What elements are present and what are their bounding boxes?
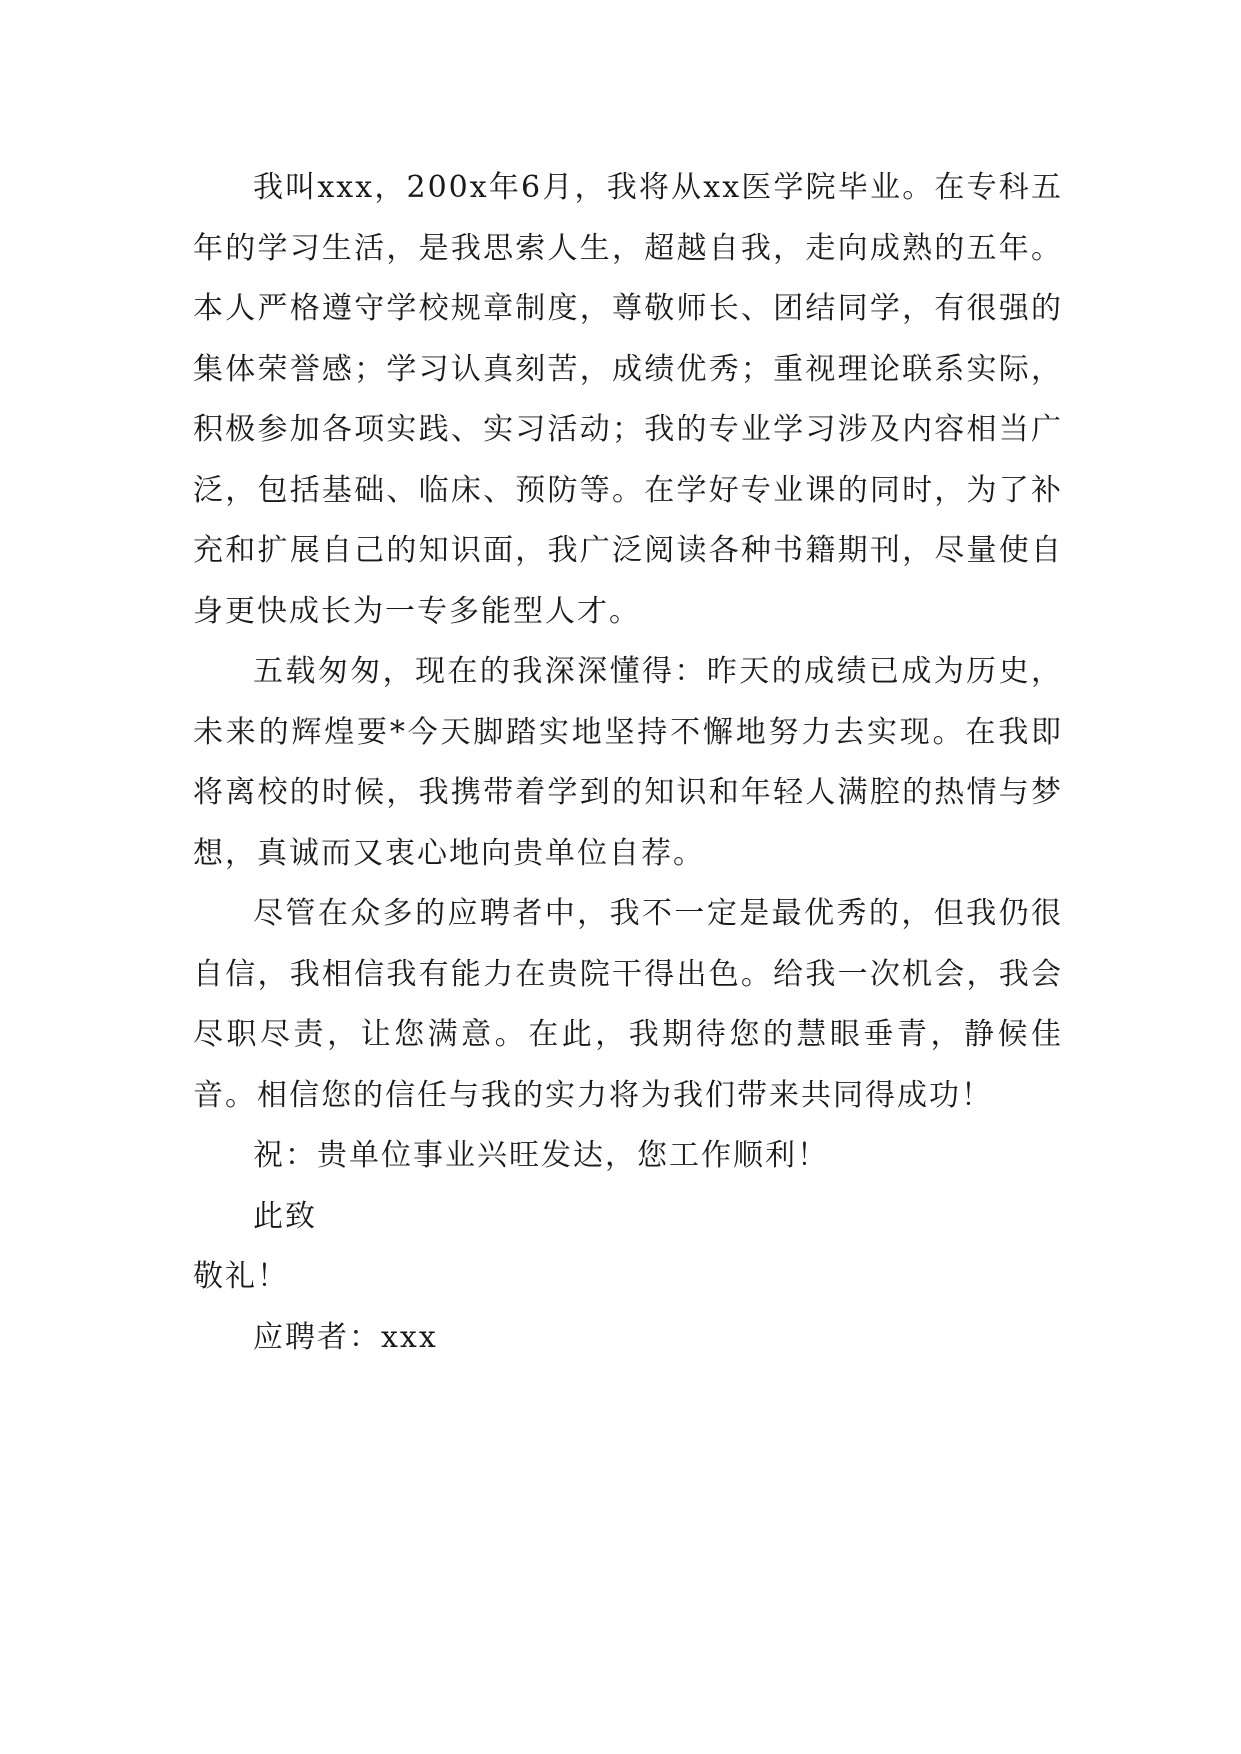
letter-signature: 应聘者：xxx [253,1319,438,1355]
letter-wish: 祝：贵单位事业兴旺发达，您工作顺利！ [253,1138,829,1173]
letter-closing-respect: 敬礼！ [193,1259,289,1294]
letter-paragraph-motivation: 五载匆匆，现在的我深深懂得：昨天的成绩已成为历史，未来的辉煌要*今天脚踏实地坚持不懈地努力去实现。在我即将离校的时候，我携带着学到的知识和年轻人满腔的热情与梦想，真诚而又衷心地向贵单位自荐。 [193,654,1063,871]
letter-paragraph-confidence: 尽管在众多的应聘者中，我不一定是最优秀的，但我仍很自信，我相信我有能力在贵院干得出色。给我一次机会，我会尽职尽责，让您满意。在此，我期待您的慧眼垂青，静候佳音。相信您的信任与我的实力将为我们带来共同得成功！ [193,896,1063,1113]
letter-closing-salutation: 此致 [253,1198,317,1234]
cover-letter-body [193,158,1063,1368]
letter-paragraph-intro: 我叫xxx，200x年6月，我将从xx医学院毕业。在专科五年的学习生活，是我思索人生，超越自我，走向成熟的五年。本人严格遵守学校规章制度，尊敬师长、团结同学，有很强的集体荣誉感；学习认真刻苦，成绩优秀；重视理论联系实际，积极参加各项实践、实习活动；我的专业学习涉及内容相当广泛，包括基础、临床、预防等。在学好专业课的同时，为了补充和扩展自己的知识面，我广泛阅读各种书籍期刊，尽量使自身更快成长为一专多能型人才。 [193,170,1063,629]
